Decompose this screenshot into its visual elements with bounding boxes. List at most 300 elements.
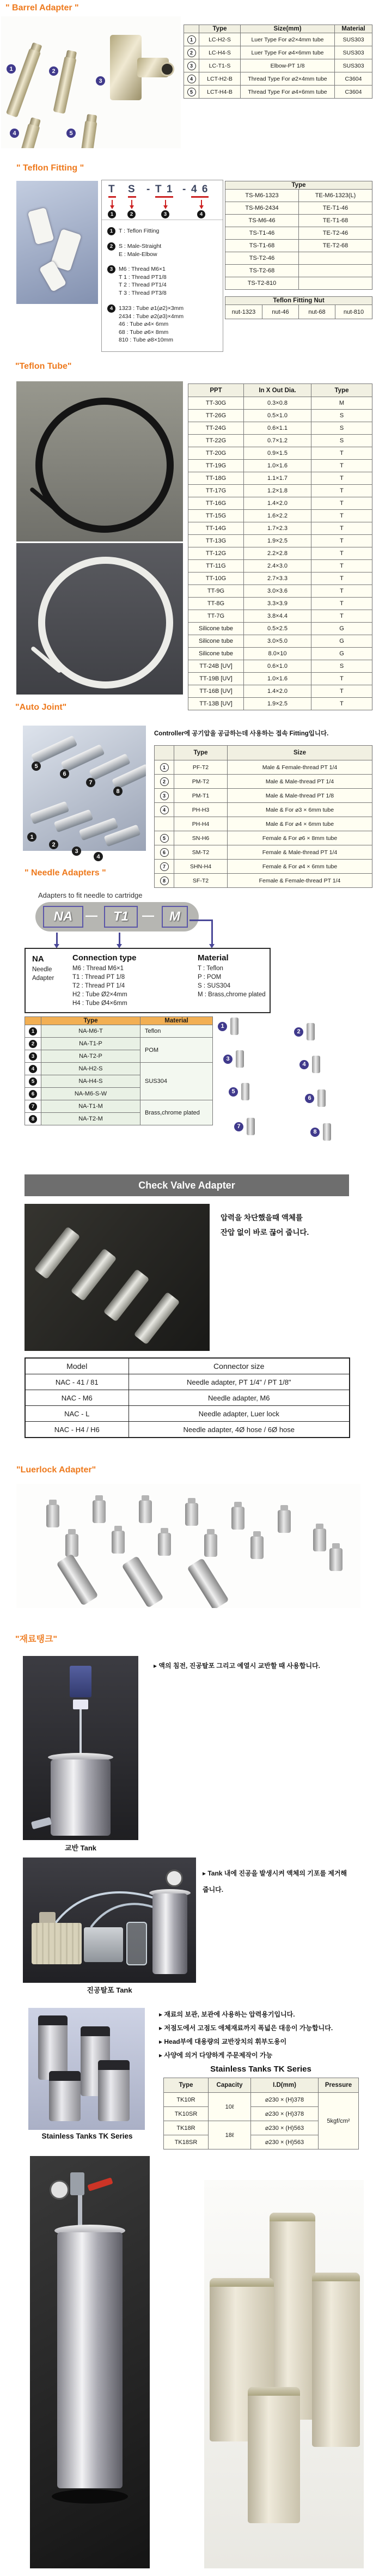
vacuum-tank-bullets [203, 1865, 366, 1898]
table-header: Type [164, 2078, 209, 2093]
table-cell: SUS304 [140, 1063, 213, 1100]
check-valve-table [25, 1357, 350, 1438]
table-cell: Luer Type For ⌀2×4mm tube [241, 33, 335, 46]
table-cell: TK10R [164, 2093, 209, 2107]
pump-motor-graphic [84, 1927, 123, 1962]
nut-table-body [225, 305, 372, 319]
text-line: S : SUS304 [198, 983, 231, 989]
table-cell: 1.4×2.0 [244, 685, 311, 698]
table-cell [155, 803, 174, 817]
legend-lines [119, 242, 161, 258]
auto-joint-intro: Controller에 공기압을 공급하는데 사용하는 접속 Fitting입니다. [154, 730, 329, 737]
row-number-badge: 2 [187, 48, 196, 57]
table-row [25, 1390, 350, 1406]
table-cell: C3604 [335, 86, 372, 99]
table-cell: LC-H2-S [199, 33, 241, 46]
item-number-badge: 1 [7, 64, 16, 74]
adapter-graphic [236, 1050, 244, 1068]
table-cell: TS-T1-68 [225, 240, 299, 252]
text-line: T 3 : Thread PT3/8 [119, 289, 167, 296]
table-row [188, 685, 372, 698]
table-cell: TT-26G [188, 410, 244, 422]
table-cell [184, 72, 199, 86]
text-line: ▸ 사양에 의거 다양하게 주문제작이 가능 [159, 2051, 273, 2059]
text-line: 잔압 없이 바로 끊어 줍니다. [221, 1228, 309, 1237]
code-dash: - [146, 184, 150, 195]
tk-series-table [163, 2078, 359, 2149]
section-title-material-tank: "재료탱크" [15, 1635, 57, 1644]
table-cell: TS-T2-810 [225, 277, 299, 290]
tank-graphic [98, 2060, 130, 2121]
table-cell: T [311, 460, 372, 472]
table-cell [299, 252, 372, 265]
adapter-graphic [247, 1118, 255, 1135]
table-cell: 1.0×1.6 [244, 460, 311, 472]
table-cell: ⌀230 × (H)563 [251, 2121, 319, 2135]
table-cell: TT-8G [188, 598, 244, 610]
table-header: Type [199, 25, 241, 33]
table-cell [25, 1113, 41, 1125]
vacuum-pump-graphic [32, 1923, 82, 1964]
table-cell: 1.9×2.5 [244, 535, 311, 547]
table-cell: 3.8×4.4 [244, 610, 311, 623]
table-row [25, 1406, 350, 1422]
item-number-badge: 3 [72, 847, 81, 856]
item-number-badge: 7 [234, 1122, 243, 1131]
table-row [188, 635, 372, 648]
drain-valve-graphic [31, 1817, 52, 1830]
table-cell: TS-T2-46 [225, 252, 299, 265]
table-cell: TT-18G [188, 472, 244, 485]
table-cell: nut-810 [335, 305, 372, 319]
table-cell: T [311, 535, 372, 547]
table-cell [25, 1088, 41, 1100]
valve-handle-graphic [87, 2177, 113, 2191]
table-row [184, 59, 372, 72]
item-number-badge: 2 [49, 840, 58, 849]
tank-graphic [38, 2015, 68, 2080]
table-cell [25, 1050, 41, 1063]
row-number-badge: 5 [160, 834, 169, 843]
table-cell: TT-16G [188, 497, 244, 510]
teflon-tube-photo-white [16, 543, 183, 695]
text-line: T 1 : Thread PT1/8 [119, 273, 167, 281]
teflon-tube-table [188, 383, 372, 710]
table-cell: 0.3×0.8 [244, 397, 311, 410]
auto-joint-photo [23, 726, 146, 851]
table-cell: 10ℓ [209, 2093, 251, 2121]
code-dash: — [142, 909, 154, 922]
stir-tank-caption: 교반 Tank [64, 1844, 97, 1852]
table-cell: SN-H6 [174, 831, 228, 845]
table-header: Pressure [319, 2078, 359, 2093]
table-cell: T [311, 447, 372, 460]
item-number-badge: 5 [32, 762, 41, 771]
table-row [25, 1063, 213, 1075]
table-cell: TT-19G [188, 460, 244, 472]
luerlock-fitting-graphic [204, 1534, 217, 1557]
table-cell: 1.4×2.0 [244, 497, 311, 510]
legend-lines [119, 305, 184, 344]
barrel-adapter-table [184, 25, 372, 99]
arrow-stem [119, 933, 120, 945]
table-row [155, 817, 372, 831]
type-table-body [225, 190, 372, 290]
table-row [188, 585, 372, 598]
table-cell: SUS303 [335, 46, 372, 59]
motor-label-graphic [73, 1700, 88, 1709]
table-cell: LC-T1-S [199, 59, 241, 72]
table-header-row [25, 1017, 213, 1025]
table-cell: T [311, 698, 372, 710]
table-row [155, 775, 372, 789]
row-number-badge: 1 [187, 35, 196, 44]
luerlock-large-fitting-graphic [187, 1558, 229, 1608]
table-cell: 0.5×1.0 [244, 410, 311, 422]
table-cell: LCT-H4-B [199, 86, 241, 99]
shaft-graphic [80, 1709, 82, 1754]
table-cell: S [311, 435, 372, 447]
table-row [225, 215, 372, 227]
luerlock-fitting-graphic [278, 1510, 291, 1533]
legend-na-title: NA [32, 954, 44, 964]
section-title-teflon-fitting: " Teflon Fitting " [16, 163, 84, 173]
code-dash: — [85, 909, 97, 922]
needle-adapters-subtitle: Adapters to fit needle to cartridge [38, 891, 143, 899]
table-header-row [25, 1358, 350, 1374]
table-row [188, 573, 372, 585]
table-cell: LCT-H2-B [199, 72, 241, 86]
row-number-badge: 6 [160, 848, 169, 857]
stir-tank-bullets [154, 1660, 367, 1671]
table-cell [184, 59, 199, 72]
table-cell: TT-9G [188, 585, 244, 598]
item-number-badge: 5 [229, 1087, 238, 1097]
row-number-badge: 2 [160, 777, 169, 786]
legend-group [107, 305, 184, 344]
table-cell: TT-17G [188, 485, 244, 497]
barrel-fitting-graphic [81, 120, 97, 148]
regulator-graphic [70, 2172, 84, 2195]
table-cell: 3.0×3.6 [244, 585, 311, 598]
legend-connection-lines [72, 964, 137, 1008]
table-cell: Silicone tube [188, 623, 244, 635]
table-header-row [164, 2078, 359, 2093]
table-row [188, 673, 372, 685]
table-cell: Male & Female-thread PT 1/4 [228, 760, 372, 775]
row-number-badge: 8 [29, 1115, 37, 1123]
arrow-stem [112, 200, 113, 205]
table-cell: TS-M6-2434 [225, 202, 299, 215]
table-header-blank [25, 1017, 41, 1025]
item-number-badge: 3 [223, 1055, 233, 1064]
table-row [25, 1100, 213, 1113]
table-cell: NA-H4-S [41, 1075, 140, 1088]
legend-na-column [32, 954, 54, 983]
table-cell: Brass,chrome plated [140, 1100, 213, 1125]
table-cell: Needle adapter, 4Ø hose / 6Ø hose [129, 1422, 350, 1438]
arrow-down-icon [163, 205, 168, 209]
item-number-badge: 8 [113, 787, 123, 796]
table-cell: TT-24B [UV] [188, 660, 244, 673]
barrel-fitting-graphic [20, 123, 40, 148]
table-row [225, 305, 372, 319]
luerlock-fitting-graphic [112, 1531, 125, 1554]
table-cell: 2.7×3.3 [244, 573, 311, 585]
table-cell: NA-M6-T [41, 1025, 140, 1038]
table-row [184, 46, 372, 59]
code-part: NA [43, 906, 83, 928]
teflon-fitting-photo [16, 181, 98, 304]
table-header: Type [311, 384, 372, 397]
table-cell: nut-46 [262, 305, 299, 319]
table-cell: T [311, 598, 372, 610]
table-cell: C3604 [335, 72, 372, 86]
table-header-row [225, 297, 372, 305]
white-fitting-graphic [28, 208, 54, 245]
table-cell [184, 46, 199, 59]
needle-adapter-item [234, 1118, 255, 1135]
legend-material-column [198, 953, 266, 999]
table-cell: SM-T2 [174, 845, 228, 860]
pipe-graphic [78, 2195, 82, 2227]
text-line: T : Teflon [198, 965, 223, 972]
row-number-badge: 5 [187, 88, 196, 96]
text-line: 46 : Tube ⌀4× 6mm [119, 321, 169, 327]
table-cell: S [311, 422, 372, 435]
row-number-badge: 3 [29, 1052, 37, 1061]
table-cell: NAC - 41 / 81 [25, 1374, 129, 1390]
table-cell: Female & Female-thread PT 1/4 [228, 874, 372, 888]
section-title-luerlock: "Luerlock Adapter" [16, 1465, 96, 1475]
tank-body-graphic [51, 1759, 111, 1836]
item-number-badge: 2 [49, 66, 58, 76]
table-cell [155, 760, 174, 775]
table-header-row [225, 181, 372, 190]
text-line: Needle [32, 966, 52, 973]
table-cell: PF-T2 [174, 760, 228, 775]
luerlock-large-fitting-graphic [121, 1556, 164, 1608]
table-cell: Silicone tube [188, 635, 244, 648]
table-cell: nut-68 [299, 305, 335, 319]
table-cell: 0.7×1.2 [244, 435, 311, 447]
luerlock-fitting-graphic [139, 1500, 152, 1523]
tank-body-graphic [57, 2232, 123, 2488]
text-line: 줍니다. [203, 1886, 224, 1893]
luerlock-fitting-graphic [65, 1534, 78, 1557]
luerlock-fitting-graphic [185, 1503, 198, 1526]
table-cell: TT-10G [188, 573, 244, 585]
table-header-row [184, 25, 372, 33]
tk-table-title: Stainless Tanks TK Series [210, 2065, 311, 2074]
pump-cap-graphic [39, 1912, 56, 1924]
table-header: PPT [188, 384, 244, 397]
table-cell: T [311, 573, 372, 585]
table-row [188, 485, 372, 497]
table-cell [155, 775, 174, 789]
needle-adapter-item [218, 1018, 239, 1035]
table-row [188, 447, 372, 460]
text-line: 2434 : Tube ⌀2(⌀3)×4mm [119, 313, 184, 320]
table-row [188, 397, 372, 410]
text-line: M6 : Thread M6×1 [119, 266, 166, 272]
text-line: M : Brass,chrome plated [198, 991, 266, 998]
adapter-graphic [323, 1123, 331, 1141]
needle-code-pill [35, 902, 199, 931]
table-cell [155, 817, 174, 831]
adapter-graphic [307, 1023, 315, 1040]
table-header-blank [184, 25, 199, 33]
auto-joint-table [154, 745, 372, 888]
table-cell: 2.2×2.8 [244, 547, 311, 560]
arrow-down-icon [130, 205, 134, 209]
table-cell [25, 1038, 41, 1050]
text-line: P : POM [198, 974, 222, 981]
table-cell: LC-H4-S [199, 46, 241, 59]
table-header: Material [140, 1017, 213, 1025]
table-row [225, 265, 372, 277]
table-cell: TK18R [164, 2121, 209, 2135]
table-cell: M [311, 397, 372, 410]
table-row [188, 472, 372, 485]
text-line: ▸ Head부에 대용량의 교반장치의 휘부도용이 [159, 2038, 287, 2045]
table-cell [25, 1075, 41, 1088]
table-cell: SF-T2 [174, 874, 228, 888]
table-cell: PH-H4 [174, 817, 228, 831]
table-header: Model [25, 1358, 129, 1374]
table-row [25, 1038, 213, 1050]
tank-shadow-graphic [52, 2489, 128, 2504]
table-cell: nut-1323 [225, 305, 262, 319]
arrow-stem [165, 200, 166, 205]
code-dash: - [182, 184, 186, 195]
table-cell: NA-T2-M [41, 1113, 140, 1125]
table-cell: PH-H3 [174, 803, 228, 817]
table-row [155, 831, 372, 845]
adapter-graphic [317, 1089, 326, 1107]
tank-graphic [312, 2273, 360, 2447]
table-row [25, 1422, 350, 1438]
table-row [188, 460, 372, 472]
table-cell: TT-15G [188, 510, 244, 522]
table-cell: 5kgf/cm² [319, 2093, 359, 2149]
table-cell: 0.6×1.1 [244, 422, 311, 435]
table-cell [155, 860, 174, 874]
table-row [188, 547, 372, 560]
table-cell: TE-T1-68 [299, 215, 372, 227]
arrow-down-icon [110, 205, 114, 209]
table-cell: TE-T2-46 [299, 227, 372, 240]
table-cell: 1.0×1.6 [244, 673, 311, 685]
code-part: T [108, 184, 116, 198]
table-cell: G [311, 623, 372, 635]
luerlock-large-fitting-graphic [56, 1554, 99, 1606]
table-row [164, 2093, 359, 2107]
tk-series-caption: Stainless Tanks TK Series [41, 2132, 133, 2140]
table-cell: TT-20G [188, 447, 244, 460]
tube-table-body [188, 397, 372, 710]
table-header: Connector size [129, 1358, 350, 1374]
table-cell: Elbow-PT 1/8 [241, 59, 335, 72]
table-row [188, 623, 372, 635]
barrel-fitting-graphic [6, 48, 41, 118]
table-row [188, 698, 372, 710]
luerlock-fitting-graphic [231, 1507, 244, 1530]
legend-lines [119, 227, 159, 235]
table-header-blank [155, 746, 174, 760]
table-cell: TK18SR [164, 2135, 209, 2149]
legend-group [107, 265, 167, 297]
table-cell: TT-19B [UV] [188, 673, 244, 685]
table-cell: T [311, 472, 372, 485]
table-cell: TT-24G [188, 422, 244, 435]
tk-series-photo [28, 2008, 145, 2130]
table-cell: T [311, 547, 372, 560]
table-cell [155, 845, 174, 860]
table-row [188, 660, 372, 673]
row-number-badge: 4 [29, 1065, 37, 1073]
vacuum-tank-photo [23, 1858, 196, 1983]
luerlock-fitting-graphic [158, 1533, 171, 1556]
luerlock-fitting-graphic [46, 1505, 59, 1527]
table-cell: Needle adapter, PT 1/4" / PT 1/8" [129, 1374, 350, 1390]
table-cell: SUS303 [335, 33, 372, 46]
text-line: 810 : Tube ⌀8×10mm [119, 337, 174, 343]
section-title-auto-joint: "Auto Joint" [15, 703, 67, 712]
pressure-gauge-graphic [50, 2180, 69, 2200]
arrow-stem [56, 933, 58, 945]
table-cell: T [311, 610, 372, 623]
legend-connection-column [72, 953, 137, 1008]
text-line: S : Male-Straight [119, 243, 162, 249]
table-cell [184, 86, 199, 99]
adapter-graphic [230, 1018, 239, 1035]
row-number-badge: 2 [29, 1040, 37, 1048]
tank-graphic [49, 2071, 81, 2121]
table-cell: T [311, 522, 372, 535]
item-number-badge: 8 [310, 1128, 320, 1137]
table-cell: TS-T1-46 [225, 227, 299, 240]
item-number-badge: 3 [96, 76, 105, 86]
table-row [188, 435, 372, 447]
text-line: E : Male-Elbow [119, 251, 157, 258]
needle-adapter-item [299, 1056, 320, 1073]
item-number-badge: 1 [218, 1022, 227, 1031]
table-header: Teflon Fitting Nut [225, 297, 372, 305]
text-line: ▸ Tank 내에 진공을 발생시켜 액체의 기포를 제거해 [203, 1869, 347, 1877]
table-row [225, 277, 372, 290]
table-row [184, 33, 372, 46]
table-header: Size [228, 746, 372, 760]
table-cell [25, 1063, 41, 1075]
table-row [155, 760, 372, 775]
item-number-badge: 1 [27, 832, 36, 842]
row-number-badge: 4 [160, 806, 169, 814]
valve-adapter-graphic [133, 1292, 180, 1344]
valve-adapter-graphic [70, 1248, 117, 1301]
arrow-stem [211, 919, 213, 944]
table-cell: T [311, 497, 372, 510]
needle-adapter-item [310, 1123, 331, 1141]
row-number-badge: 4 [187, 75, 196, 83]
text-line: T 2 : Thread PT1/4 [119, 282, 167, 288]
teflon-fitting-code-box [101, 180, 223, 352]
code-part: M [162, 906, 188, 928]
table-cell: PM-T2 [174, 775, 228, 789]
table-cell: 0.5×2.5 [244, 623, 311, 635]
table-cell: TS-M6-1323 [225, 190, 299, 202]
table-cell: Luer Type For ⌀4×6mm tube [241, 46, 335, 59]
